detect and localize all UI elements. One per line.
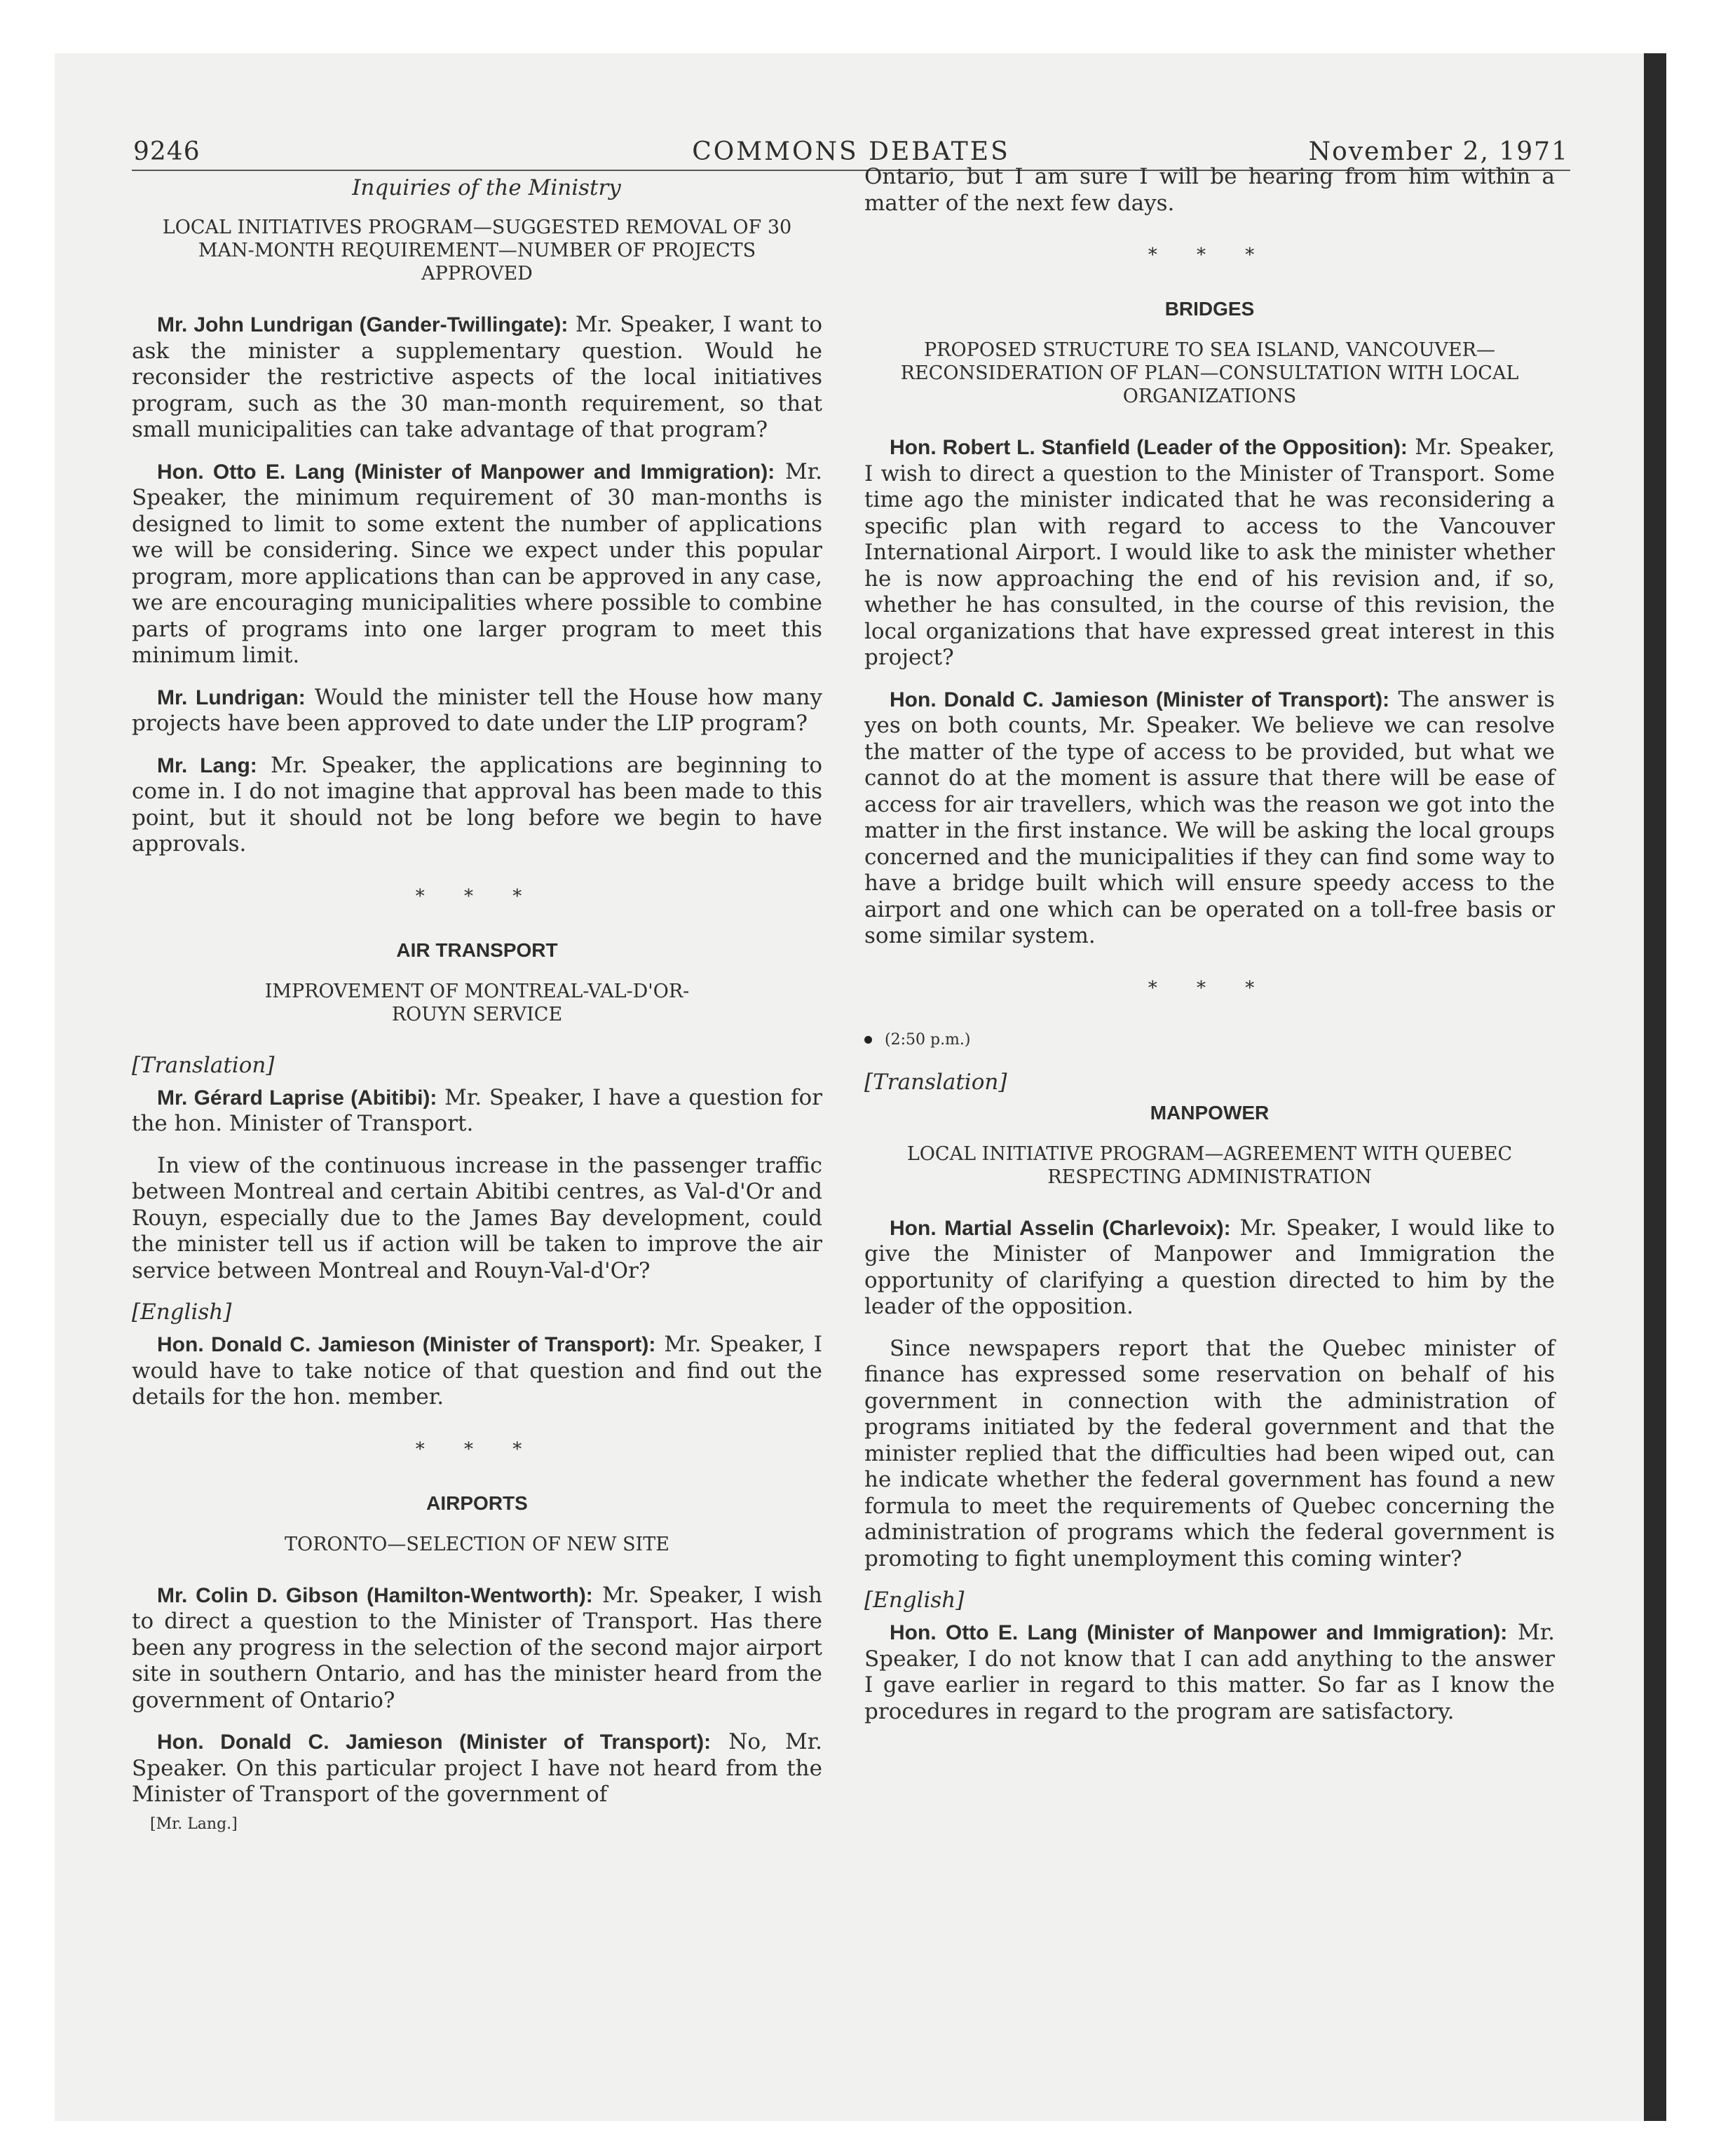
paragraph (132, 312, 822, 444)
speaker-name: Mr. Lang: (157, 753, 257, 777)
scan-binding-edge (1644, 53, 1666, 2121)
english-label: [English] (864, 1588, 965, 1613)
paragraph (132, 1729, 822, 1808)
speaker-name: Mr. John Lundrigan (Gander-Twillingate): (157, 313, 569, 336)
section-separator: * * * (1148, 245, 1272, 266)
paragraph (864, 1215, 1555, 1321)
speaker-name: Hon. Otto E. Lang (Minister of Manpower and Immigration): (890, 1621, 1508, 1644)
heading-airports: AIRPORTS (426, 1492, 528, 1514)
speaker-name: Hon. Otto E. Lang (Minister of Manpower and Immigration): (157, 460, 775, 484)
section-separator: * * * (415, 1438, 539, 1460)
speaker-name: Hon. Martial Asselin (Charlevoix): (890, 1216, 1231, 1240)
speech-text: Would the minister tell the House how many projects have been approved to date under the LIP program? (132, 684, 822, 736)
section-separator: * * * (415, 885, 539, 907)
speech-text: Mr. Speaker, I want to ask the minister a supplementary question. Would he reconsider the restrictive aspects of the local initiatives program, such as the 30 man-month requirement, so that small municipalities can take advantage of that program? (132, 312, 822, 442)
subhead-sea-island: PROPOSED STRUCTURE TO SEA ISLAND, VANCOUVER—RECONSIDERATION OF PLAN—CONSULTATION WITH LOCAL ORGANIZATIONS (900, 339, 1519, 407)
speaker-name: Hon. Donald C. Jamieson (Minister of Transport): (890, 688, 1390, 711)
paragraph (864, 1620, 1555, 1725)
speech-text: Mr. Speaker, I wish to direct a question to the Minister of Transport. Some time ago the minister indicated that he was reconsidering a specific plan with regard to access to the Vancouver International Airport. I would like to ask the minister whether he is now approaching the end of his revision and, if so, whether he has consulted, in the course of this revision, the local organizations that have expressed great interest in this project? (864, 435, 1555, 670)
page (132, 137, 1570, 1833)
speaker-name: Mr. Colin D. Gibson (Hamilton-Wentworth): (157, 1583, 593, 1607)
paragraph (132, 1332, 822, 1411)
heading-air-transport: AIR TRANSPORT (396, 939, 558, 961)
paragraph (132, 459, 822, 669)
page-footer-note: [Mr. Lang.] (150, 1815, 238, 1833)
speech-text: Mr. Speaker, the minimum requirement of 30 man-months is designed to limit to some extent the number of applications we will be considering. Since we expect under this popular program, more applications than can be approved in any case, we are encouraging municipalities where possible to combine parts of programs into one larger program to meet this minimum limit. (132, 458, 822, 668)
bullet-dot (864, 1036, 872, 1044)
paragraph: Since newspapers report that the Quebec minister of finance has expressed some reservation on behalf of his government in connection with the administration of programs initiated by the federal government and that the minister replied that the difficulties had been wiped out, can he indicate whether the federal government has found a new formula to meet the requirements of Quebec concerning the administration of programs which the federal government is promoting to fight unemployment this coming winter? (864, 1335, 1555, 1571)
speech-text: The answer is yes on both counts, Mr. Speaker. We believe we can resolve the matter of the type of access to be provided, but what we cannot do at the moment is assure that there will be ease of access for air travellers, which was the reason we got into the matter in the first instance. We will be asking the local groups concerned and the municipalities if they can find some way to have a bridge built which will ensure speedy access to the airport and one which can be operated on a toll-free basis or some similar system. (864, 686, 1555, 948)
speech-text: Mr. Speaker, I would have to take notice of that question and find out the details for the hon. member. (132, 1332, 822, 1410)
paragraph (132, 1085, 822, 1138)
right-column (864, 164, 1555, 1740)
paragraph (132, 1583, 822, 1714)
heading-bridges: BRIDGES (1164, 298, 1255, 320)
paragraph (132, 753, 822, 858)
speaker-name: Hon. Donald C. Jamieson (Minister of Transport): (157, 1731, 712, 1754)
speaker-name: Mr. Gérard Laprise (Abitibi): (157, 1086, 437, 1110)
section-separator: * * * (1148, 977, 1272, 999)
speaker-name: Hon. Donald C. Jamieson (Minister of Transport): (157, 1333, 656, 1356)
subhead-local-initiatives: LOCAL INITIATIVES PROGRAM—SUGGESTED REMOVAL OF 30 MAN-MONTH REQUIREMENT—NUMBER OF PROJECTS APPROVED (162, 217, 792, 285)
subhead-toronto-site: TORONTO—SELECTION OF NEW SITE (285, 1533, 669, 1555)
subhead-montreal-service: IMPROVEMENT OF MONTREAL-VAL-D'OR-ROUYN SERVICE (264, 980, 690, 1025)
section-label: Inquiries of the Ministry (352, 175, 621, 200)
paragraph: In view of the continuous increase in the passenger traffic between Montreal and certain Abitibi centres, as Val-d'Or and Rouyn, especially due to the James Bay development, could the minister tell us if action will be taken to improve the air service between Montreal and Rouyn-Val-d'Or? (132, 1152, 822, 1283)
heading-manpower: MANPOWER (1150, 1101, 1270, 1124)
time-text: (2:50 p.m.) (885, 1030, 971, 1049)
page-number: 9246 (133, 137, 200, 166)
left-column (132, 216, 822, 1833)
speaker-name: Mr. Lundrigan: (157, 685, 306, 709)
translation-label: [Translation] (132, 1052, 275, 1078)
speech-text: Mr. Speaker, I wish to direct a question to the Minister of Transport. Has there been any progress in the selection of the second major airport site in southern Ontario, and has the minister heard from the government of Ontario? (132, 1582, 822, 1713)
english-label: [English] (132, 1299, 232, 1325)
paragraph: Ontario, but I am sure I will be hearing from him within a matter of the next few days. (864, 164, 1555, 216)
subhead-quebec-agreement: LOCAL INITIATIVE PROGRAM—AGREEMENT WITH QUEBEC RESPECTING ADMINISTRATION (906, 1142, 1513, 1188)
translation-label: [Translation] (864, 1069, 1007, 1095)
speech-text: Mr. Speaker, I would like to give the Minister of Manpower and Immigration the opportunity of clarifying a question directed to him by the leader of the opposition. (864, 1215, 1555, 1319)
publication-title: COMMONS DEBATES (692, 137, 1010, 166)
speech-text: Mr. Speaker, the applications are beginning to come in. I do not imagine that approval has been made to this point, but it should not be long before we begin to have approvals. (132, 752, 822, 857)
speech-text: Mr. Speaker, I have a question for the hon. Minister of Transport. (132, 1084, 822, 1136)
speaker-name: Hon. Robert L. Stanfield (Leader of the Opposition): (890, 436, 1408, 459)
publication-date: November 2, 1971 (1308, 137, 1569, 166)
paragraph (864, 687, 1555, 950)
speech-text: No, Mr. Speaker. On this particular project I have not heard from the Minister of Transport of the government of (132, 1729, 822, 1807)
time-marker (864, 1031, 1555, 1049)
paragraph (864, 435, 1555, 671)
paragraph (132, 685, 822, 737)
speech-text: Mr. Speaker, I do not know that I can add anything to the answer I gave earlier in regard to this matter. So far as I know the procedures in regard to the program are satisfactory. (864, 1620, 1555, 1724)
